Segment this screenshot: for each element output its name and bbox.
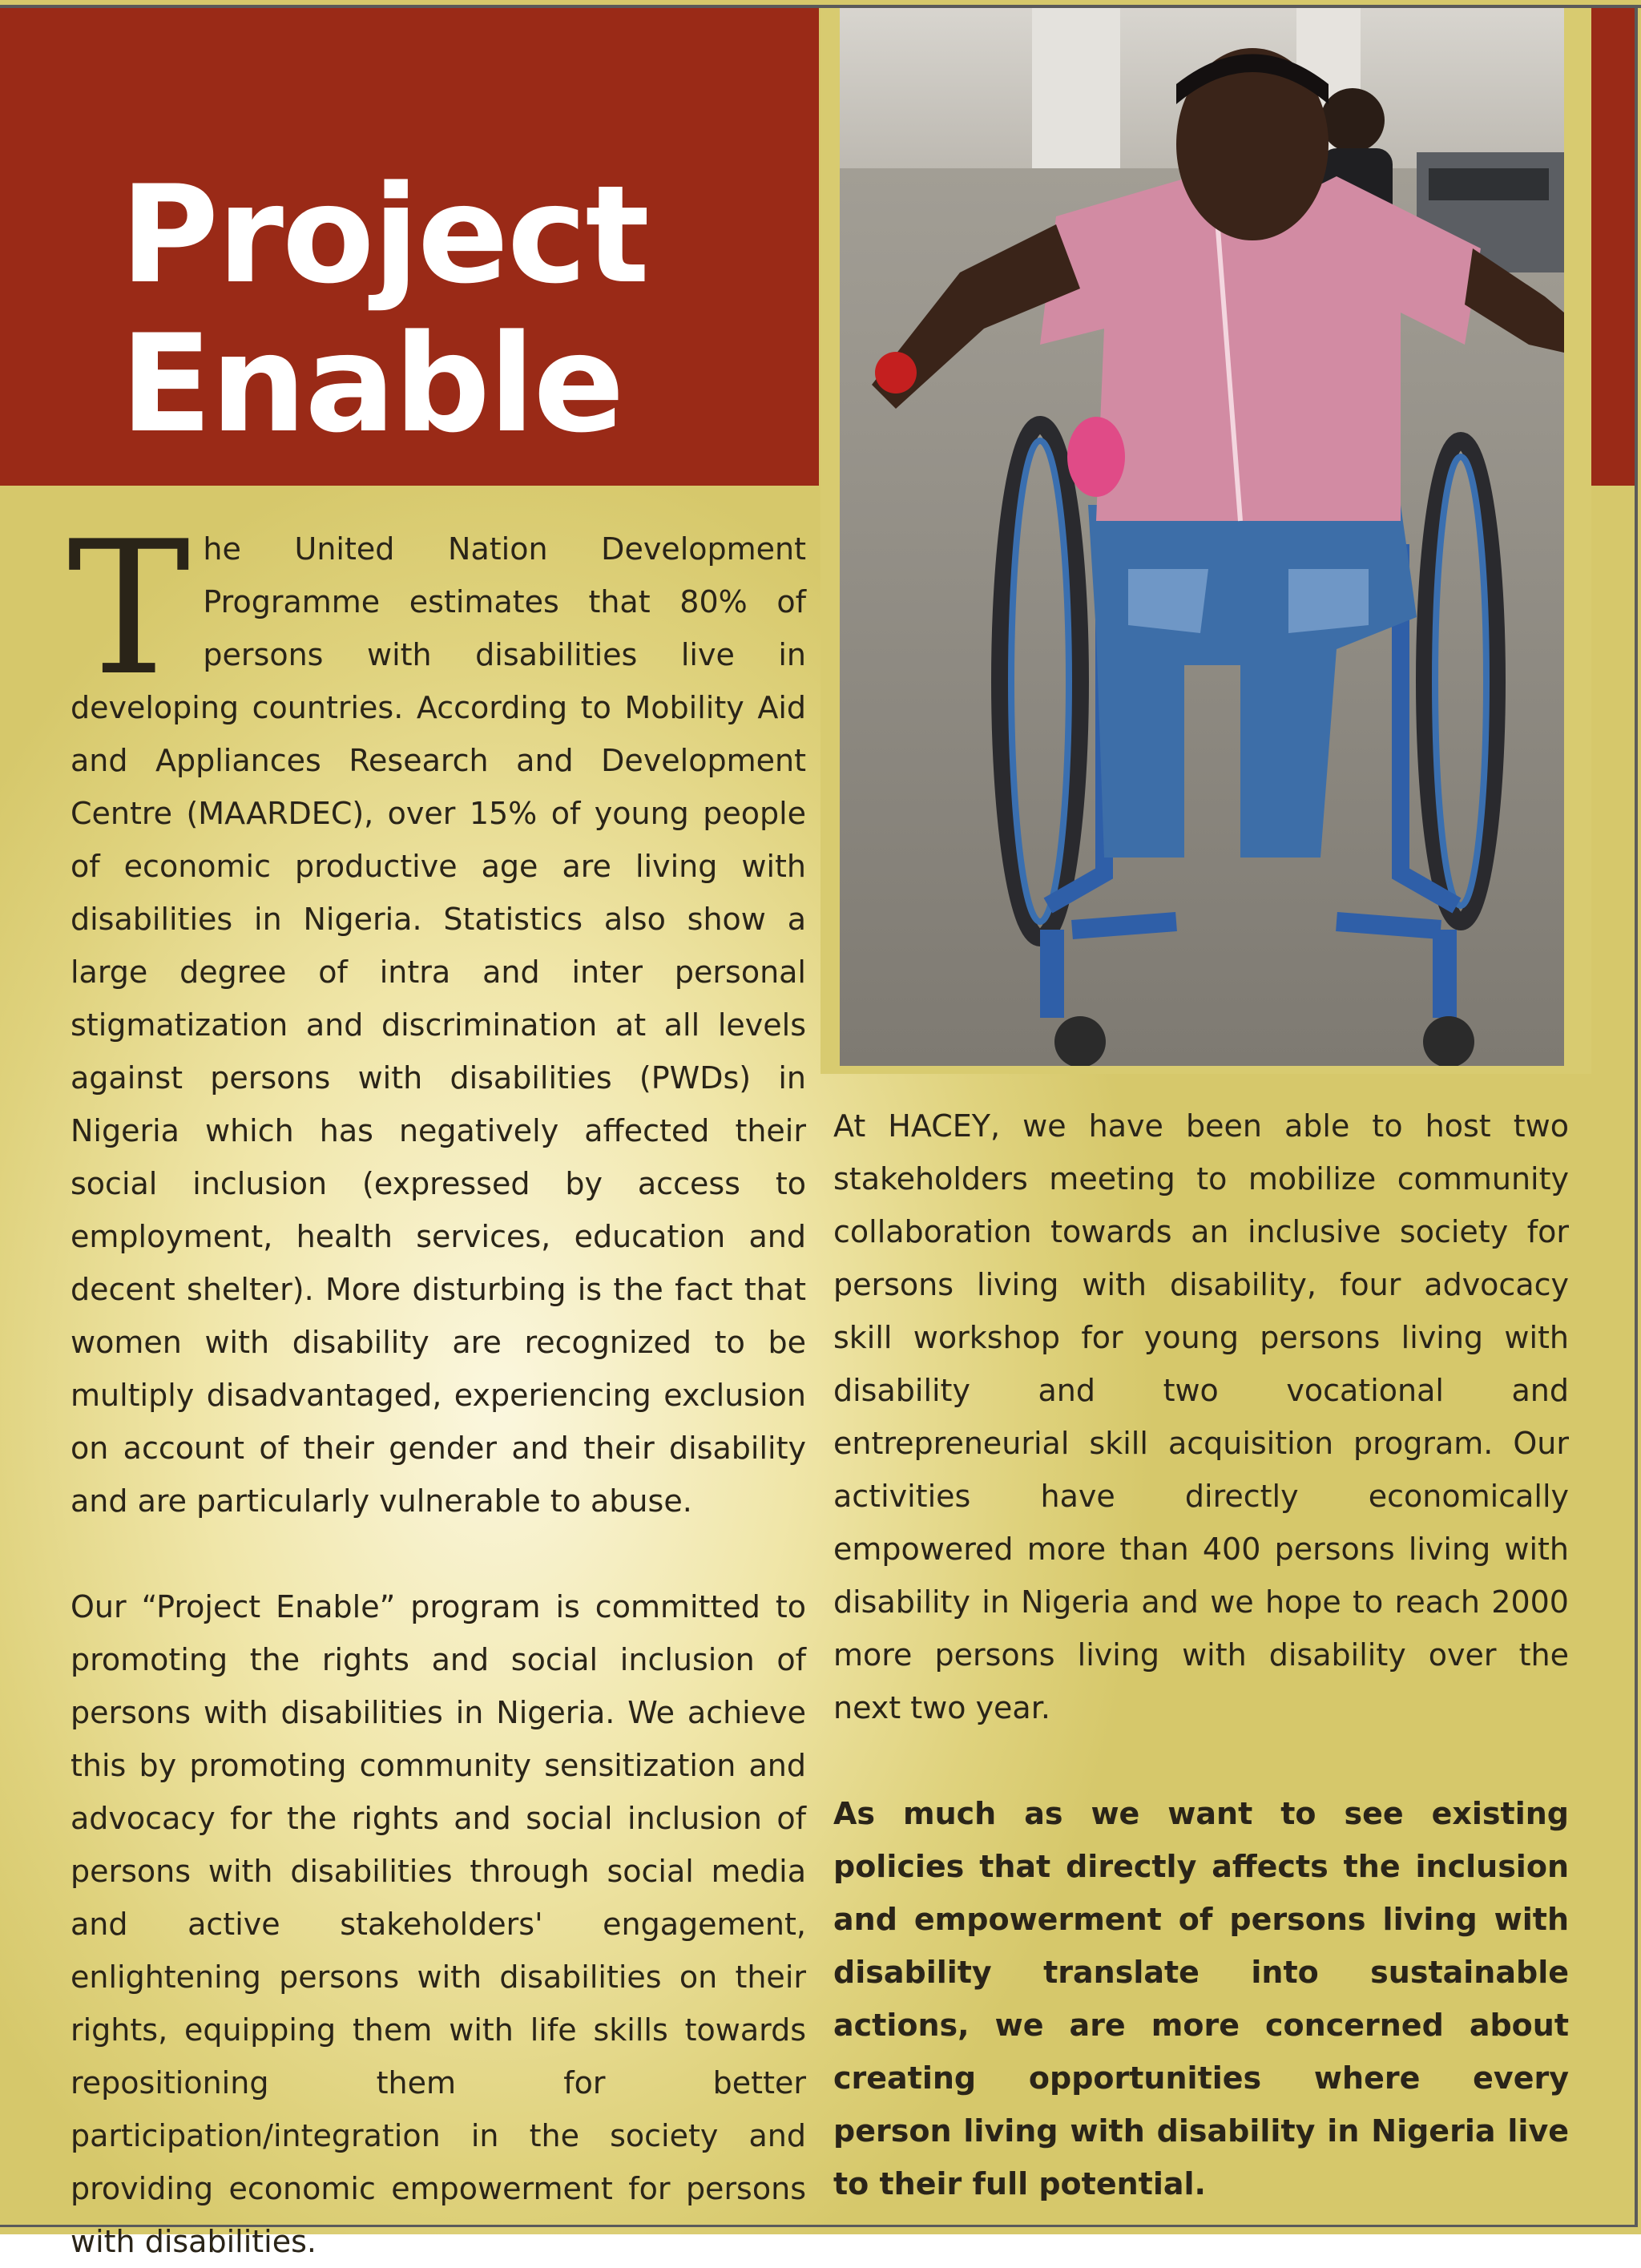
intro-text: he United Nation Development Programme estimates that 80% of persons with disabilities live in developing countries. According to Mobility Aid and Appliances Research and Development Centre (MAARDEC), over 15% of young people of economic productive age are living with disabilities in Nigeria. Statistics also show a large degree of intra and inter personal stigmatization and discrimination at all levels against persons with disabilities (PWDs) in Nigeria which has negatively affected their social inclusion (expressed by access to employment, health services, education and decent shelter). More disturbing is the fact that women with disability are recognized to be multiply disadvantaged, experiencing exclusion on account of their gender and their disability and are particularly vulnerable to abuse. bbox=[71, 531, 806, 1519]
title-line-1: Project bbox=[120, 156, 648, 313]
program-paragraph: Our “Project Enable” program is committed to promoting the rights and social inclusion of persons with disabilities in Nigeria. We achieve this by promoting community sensitization and advocacy for the rights and social inclusion of persons with disabilities through social media and active stakeholders' engagement, enlightening persons with disabilities on their rights, equipping them with life skills towards repositioning them for better participation/integration in the society and providing economic empowerment for persons with disabilities. bbox=[71, 1589, 806, 2259]
right-text-column bbox=[833, 1100, 1569, 2210]
photo-illustration bbox=[840, 8, 1564, 1066]
left-text-column bbox=[67, 502, 806, 2268]
header-red-panel bbox=[0, 8, 819, 486]
drop-cap: T bbox=[67, 502, 191, 716]
activities-paragraph: At HACEY, we have been able to host two stakeholders meeting to mobilize community collaboration towards an inclusive society for persons living with disability, four advocacy skill workshop for young persons living with disability and two vocational and entrepreneurial skill acquisition program. Our activities have directly economically empowered more than 400 persons living with disability in Nigeria and we hope to reach 2000 more persons living with disability over the next two year. bbox=[833, 1108, 1569, 1725]
intro-paragraph bbox=[67, 502, 806, 1527]
wheelchair-user-photo bbox=[840, 8, 1564, 1066]
title-line-2: Enable bbox=[120, 305, 623, 462]
right-border bbox=[1635, 5, 1638, 2226]
header-red-strip bbox=[1591, 8, 1635, 486]
closing-statement: As much as we want to see existing policies that directly affects the inclusion and empowerment of persons living with disability translate into sustainable actions, we are more concerned about creating opportunities where every person living with disability in Nigeria live to their full potential. bbox=[833, 1796, 1569, 2201]
page-title bbox=[120, 156, 648, 462]
